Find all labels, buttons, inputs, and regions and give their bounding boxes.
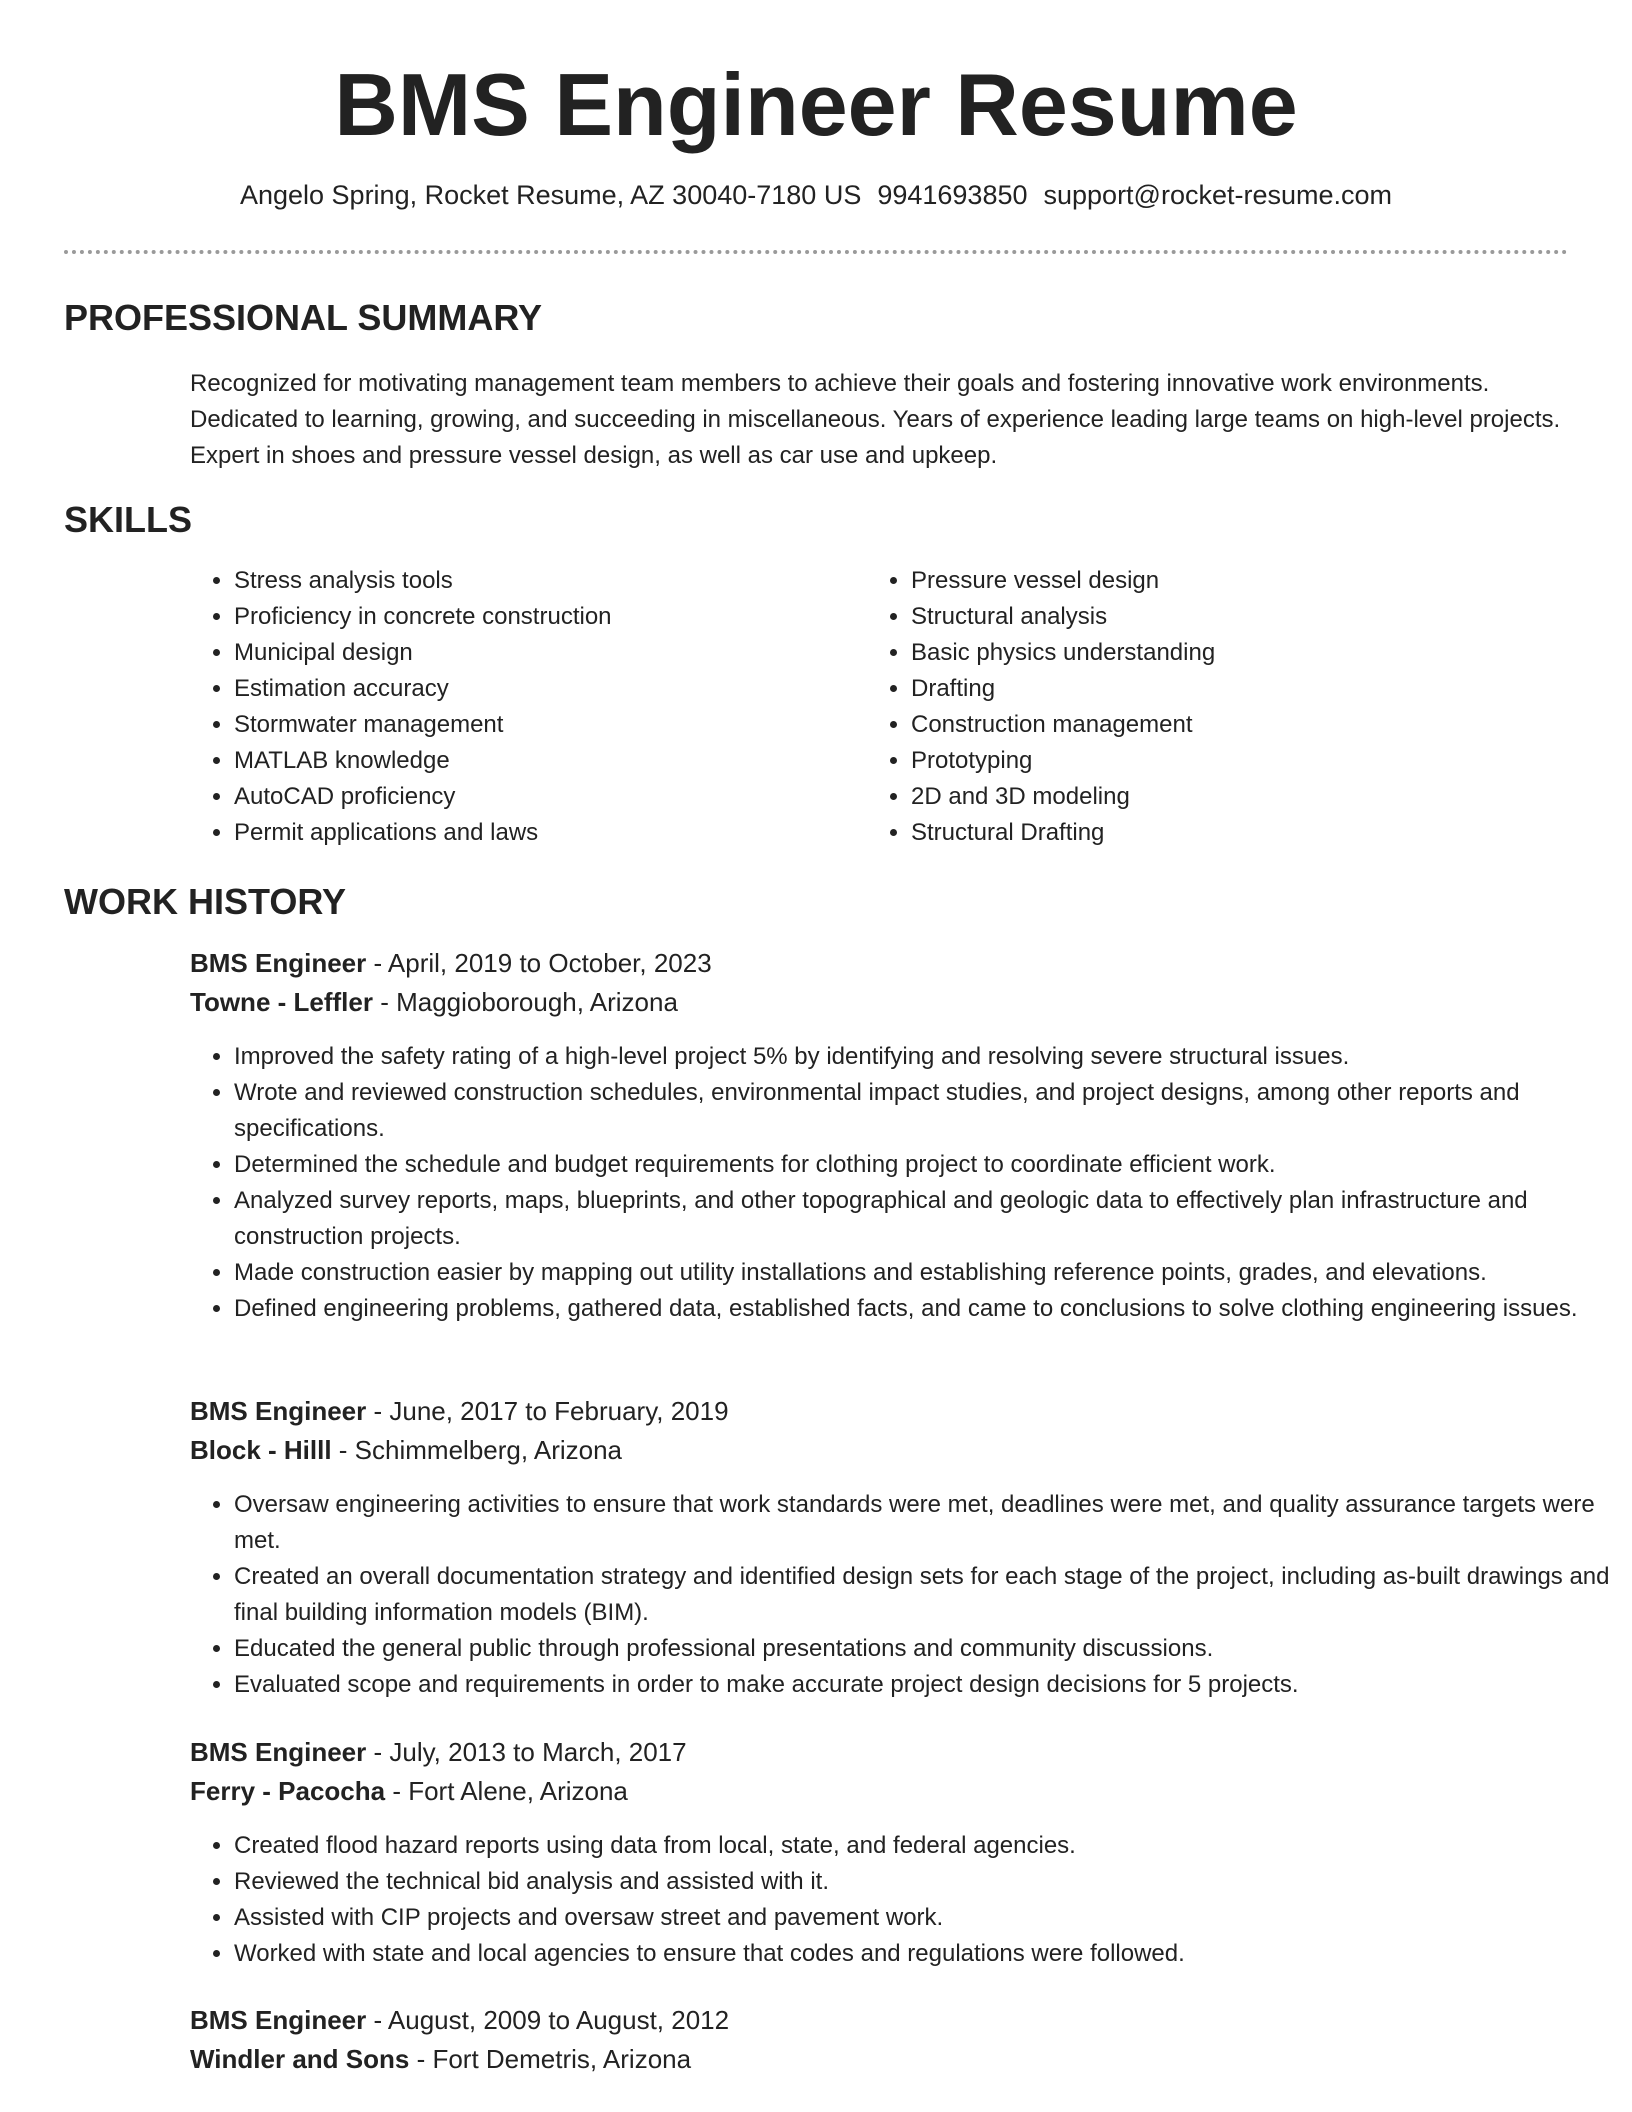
job-bullet: • Assisted with CIP projects and oversaw street and pavement work. [234,1900,1619,1936]
job-bullet: • Defined engineering problems, gathered data, established facts, and came to conclusions to solve clothing engineering issues. [234,1291,1619,1327]
skill-item: • Proficiency in concrete construction [234,599,834,635]
skill-item: • Pressure vessel design [911,563,1551,599]
job-title: BMS Engineer [190,948,367,978]
skill-item: • AutoCAD proficiency [234,779,834,815]
job-bullet: • Wrote and reviewed construction schedules, environmental impact studies, and project designs, among other reports and specifications. [234,1075,1619,1147]
job-bullet: • Made construction easier by mapping out utility installations and establishing reference points, grades, and elevations. [234,1255,1619,1291]
job-location: - Schimmelberg, Arizona [331,1435,623,1465]
skill-item: • 2D and 3D modeling [911,779,1551,815]
job-company-line [190,983,678,1021]
skill-item: • Estimation accuracy [234,671,834,707]
skill-item: • Stress analysis tools [234,563,834,599]
job-bullet: • Created flood hazard reports using data from local, state, and federal agencies. [234,1828,1619,1864]
contact-email[interactable]: support@rocket-resume.com [1043,180,1393,210]
section-heading-summary: PROFESSIONAL SUMMARY [64,297,543,338]
job-bullet: • Evaluated scope and requirements in order to make accurate project design decisions for 5 projects. [234,1667,1619,1703]
job-company: Towne - Leffler [190,987,373,1017]
section-heading-skills: SKILLS [64,499,193,540]
job-bullets [190,1487,1619,1703]
skill-item: • Structural Drafting [911,815,1551,851]
skill-item: • Drafting [911,671,1551,707]
job-title-line [190,1392,729,1430]
job-company: Windler and Sons [190,2044,410,2074]
job-bullets [190,1039,1619,1327]
job-bullet: • Improved the safety rating of a high-level project 5% by identifying and resolving severe structural issues. [234,1039,1619,1075]
job-title-line [190,944,712,982]
job-title: BMS Engineer [190,2005,367,2035]
job-company-line [190,1431,622,1469]
contact-phone: 9941693850 [877,180,1028,210]
job-company-line [190,1772,628,1810]
skill-item: • Prototyping [911,743,1551,779]
job-dates: - April, 2019 to October, 2023 [366,948,712,978]
header-divider [64,250,1568,254]
skill-item: • Structural analysis [911,599,1551,635]
job-dates: - July, 2013 to March, 2017 [366,1737,687,1767]
job-title-line [190,1733,687,1771]
skill-item: • MATLAB knowledge [234,743,834,779]
job-bullet: • Educated the general public through professional presentations and community discussions. [234,1631,1619,1667]
skill-item: • Construction management [911,707,1551,743]
skill-item: • Basic physics understanding [911,635,1551,671]
job-bullet: • Worked with state and local agencies to ensure that codes and regulations were followed. [234,1936,1619,1972]
job-location: - Maggioborough, Arizona [372,987,678,1017]
job-bullet: • Reviewed the technical bid analysis and assisted with it. [234,1864,1619,1900]
job-location: - Fort Alene, Arizona [385,1776,628,1806]
job-title-line [190,2001,729,2039]
skill-item: • Stormwater management [234,707,834,743]
job-dates: - August, 2009 to August, 2012 [366,2005,730,2035]
summary-text: Recognized for motivating management team members to achieve their goals and fostering innovative work environments. Dedicated to learning, growing, and succeeding in miscellaneous. Years of experience leading large teams on high-level projects. Expert in shoes and pressure vessel design, as well as car use and upkeep. [190,370,1561,469]
section-heading-work-history: WORK HISTORY [64,881,347,922]
job-company: Block - Hilll [190,1435,332,1465]
job-bullets [190,1828,1619,1972]
job-location: - Fort Demetris, Arizona [409,2044,692,2074]
skills-list-right [867,563,1551,851]
job-bullet: • Analyzed survey reports, maps, blueprints, and other topographical and geologic data to effectively plan infrastructure and construction projects. [234,1183,1619,1255]
skill-item: • Permit applications and laws [234,815,834,851]
job-company: Ferry - Pacocha [190,1776,386,1806]
job-bullet: • Created an overall documentation strategy and identified design sets for each stage of the project, including as-built drawings and final building information models (BIM). [234,1559,1619,1631]
skills-list-left [190,563,834,851]
contact-line [0,178,1632,213]
job-bullet: • Oversaw engineering activities to ensure that work standards were met, deadlines were met, and quality assurance targets were met. [234,1487,1619,1559]
job-dates: - June, 2017 to February, 2019 [366,1396,729,1426]
job-company-line [190,2040,691,2078]
skill-item: • Municipal design [234,635,834,671]
job-bullet: • Determined the schedule and budget requirements for clothing project to coordinate efficient work. [234,1147,1619,1183]
page-title: BMS Engineer Resume [334,55,1298,154]
job-title: BMS Engineer [190,1396,367,1426]
job-title: BMS Engineer [190,1737,367,1767]
contact-address: Angelo Spring, Rocket Resume, AZ 30040-7180 US [239,180,862,210]
